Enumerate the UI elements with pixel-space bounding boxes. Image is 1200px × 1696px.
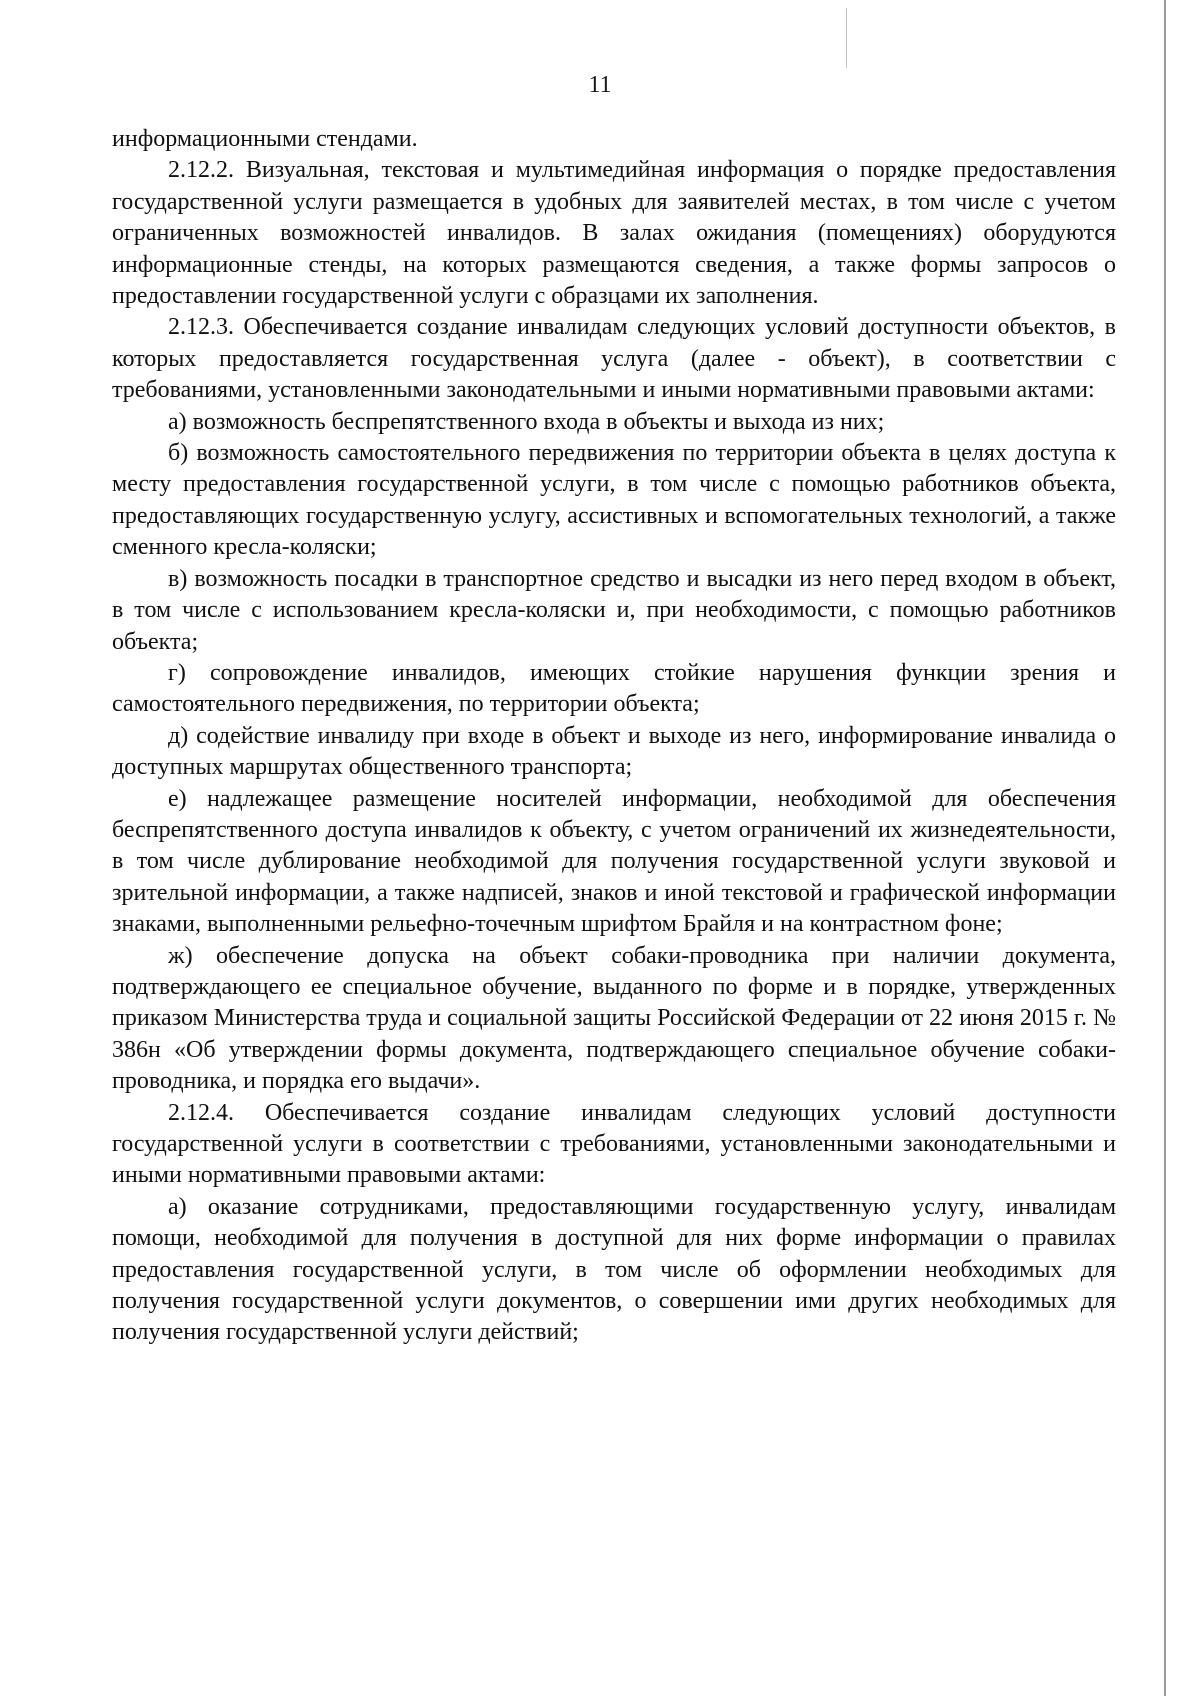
scan-edge-line	[1164, 0, 1166, 1696]
document-body	[112, 124, 1116, 1349]
list-item-a-2: а) оказание сотрудниками, предоставляющими государственную услугу, инвалидам помощи, необходимой для получения в доступной для них форме информации о правилах предоставления государственной услуги, в том числе об оформлении необходимых для получения государственной услуги документов, о совершении ими других необходимых для получения государственной услуги действий;	[112, 1193, 1116, 1346]
paragraph-2-12-3: 2.12.3. Обеспечивается создание инвалидам следующих условий доступности объектов, в которых предоставляется государственная услуга (далее - объект), в соответствии с требованиями, установленными законодательными и иными нормативными правовыми актами:	[112, 314, 1116, 404]
list-item-b: б) возможность самостоятельного передвижения по территории объекта в целях доступа к месту предоставления государственной услуги, в том числе с помощью работников объекта, предоставляющих государственную услугу, ассистивных и вспомогательных технологий, а также сменного кресла-коляски;	[112, 440, 1116, 561]
list-item-zh: ж) обеспечение допуска на объект собаки-проводника при наличии документа, подтверждающего ее специальное обучение, выданного по форме и в порядке, утвержденных приказом Министерства труда и социальной защиты Российской Федерации от 22 июня 2015 г. № 386н «Об утверждении формы документа, подтверждающего специальное обучение собаки-проводника, и порядка его выдачи».	[112, 942, 1116, 1095]
list-item-v: в) возможность посадки в транспортное средство и высадки из него перед входом в объект, в том числе с использованием кресла-коляски и, при необходимости, с помощью работников объекта;	[112, 565, 1116, 655]
paragraph-2-12-2: 2.12.2. Визуальная, текстовая и мультимедийная информация о порядке предоставления государственной услуги размещается в удобных для заявителей местах, в том числе с учетом ограниченных возможностей инвалидов. В залах ожидания (помещениях) оборудуются информационные стенды, на которых размещаются сведения, а также формы запросов о предоставлении государственной услуги с образцами их заполнения.	[112, 157, 1116, 310]
list-item-d: д) содействие инвалиду при входе в объект и выходе из него, информирование инвалида о доступных маршрутах общественного транспорта;	[112, 722, 1116, 781]
list-item-a: а) возможность беспрепятственного входа в объекты и выхода из них;	[168, 408, 885, 435]
paragraph-continuation: информационными стендами.	[112, 126, 418, 152]
list-item-g: г) сопровождение инвалидов, имеющих стойкие нарушения функции зрения и самостоятельного передвижения, по территории объекта;	[112, 659, 1116, 718]
scan-artifact-line	[846, 8, 847, 68]
list-item-e: е) надлежащее размещение носителей информации, необходимой для обеспечения беспрепятственного доступа инвалидов к объекту, с учетом ограничений их жизнедеятельности, в том числе дублирование необходимой для получения государственной услуги звуковой и зрительной информации, а также надписей, знаков и иной текстовой и графической информации знаками, выполненными рельефно-точечным шрифтом Брайля и на контрастном фоне;	[112, 785, 1116, 938]
paragraph-2-12-4: 2.12.4. Обеспечивается создание инвалидам следующих условий доступности государственной услуги в соответствии с требованиями, установленными законодательными и иными нормативными правовыми актами:	[112, 1099, 1116, 1189]
page-number: 11	[588, 72, 612, 98]
